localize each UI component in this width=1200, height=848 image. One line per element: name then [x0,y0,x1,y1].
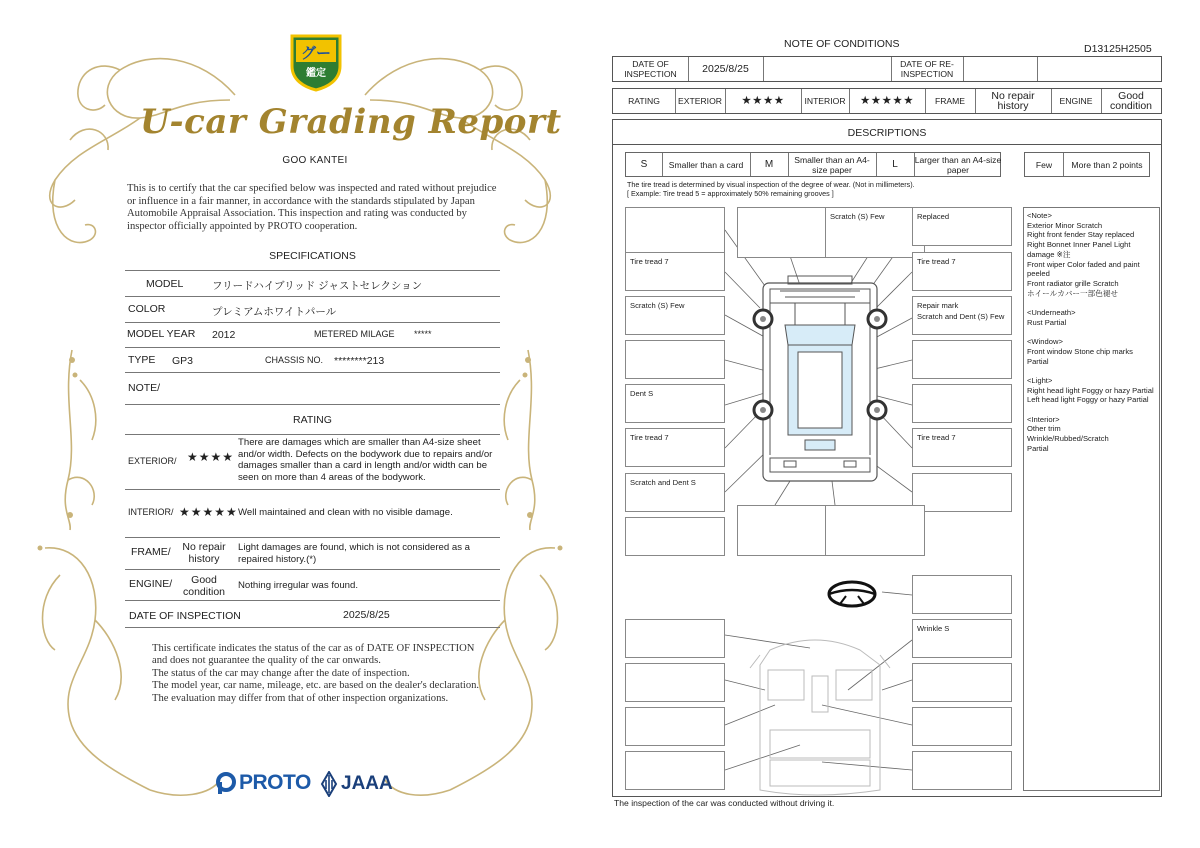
divider [125,600,500,601]
divider [125,434,500,435]
specifications-heading: SPECIFICATIONS [269,250,356,262]
damage-box-right-5 [912,428,1012,467]
notes-line: Wrinkle/Rubbed/Scratch [1027,434,1109,444]
frame-label: FRAME/ [131,546,171,558]
frame-value: No repair history [991,90,1035,112]
type-value: GP3 [172,355,194,367]
model-value: フリードハイブリッド ジャストセレクション [212,280,423,292]
legend-s: S [640,158,648,170]
damage-box-text: Repair mark [917,301,959,310]
interior-box-steering [912,575,1012,614]
footer-line: The status of the car may change after the date of inspection. [152,667,410,679]
divider [125,296,500,297]
engine-description: Nothing irregular was found. [238,580,358,591]
interior-box-right-2 [912,663,1012,702]
divider [125,489,500,490]
damage-box-text: Scratch and Dent S [630,478,696,487]
notes-line: Partial [1027,443,1049,453]
damage-box-text: Tire tread 7 [630,433,669,442]
interior-label: INTERIOR [804,96,846,106]
engine-label: ENGINE [1059,96,1093,106]
engine-value: Good condition [1109,90,1153,112]
divider [125,270,500,271]
proto-mark-icon [215,771,237,795]
proto-logo-text: PROTO [239,771,311,794]
proto-logo [215,771,311,795]
interior-box-left-1 [625,619,725,658]
interior-box-left-3 [625,707,725,746]
note-label: NOTE/ [128,382,161,394]
frame-value: No repair history [182,541,226,565]
notes-line: Left head light Foggy or hazy Partial [1027,395,1149,405]
certificate-subtitle: GOO KANTEI [282,155,348,166]
damage-box-text: Wrinkle S [917,624,950,633]
inspection-disclaimer: The inspection of the car was conducted without driving it. [614,798,835,808]
interior-box-right-3 [912,707,1012,746]
interior-stars: ★★★★★ [859,95,915,107]
damage-box-top-2 [737,207,837,258]
damage-box-bottom-2 [825,505,925,556]
damage-box-left-7 [625,517,725,556]
legend-l-desc: Larger than an A4-size paper [914,154,1002,175]
notes-line: Rust Partial [1027,317,1067,327]
engine-value: Good condition [182,574,226,598]
interior-description: Well maintained and clean with no visible damage. [238,507,453,518]
divider [125,347,500,348]
tire-note-line: The tire tread is determined by visual inspection of the degree of wear. (Not in millimeters). [627,180,915,189]
divider [125,569,500,570]
jaaa-logo-text: JAAA [341,773,393,794]
footer-line: This certificate indicates the status of the car as of DATE OF INSPECTION and does not guarantee the quality of the car onwards. [152,643,475,667]
model-label: MODEL [146,278,184,290]
damage-box-bottom-1 [737,505,837,556]
color-label: COLOR [128,303,166,315]
damage-box-left-4 [625,384,725,423]
model-year-label: MODEL YEAR [127,328,196,340]
interior-box-right-1 [912,619,1012,658]
legend-few-desc: More than 2 points [1071,159,1143,170]
damage-box-text: Scratch (S) Few [630,301,685,310]
divider [125,537,500,538]
frame-description: Light damages are found, which is not considered as a repaired history.(*) [238,542,470,565]
notes-line: ホイールカバー一部色褪せ [1027,288,1118,298]
damage-box-text: Tire tread 7 [630,257,669,266]
jaaa-mark-icon [320,771,338,797]
legend-m: M [764,158,774,170]
damage-box-text: Tire tread 7 [917,257,956,266]
legend-l: L [892,158,898,170]
damage-box-right-3 [912,340,1012,379]
metered-milage-label: METERED MILAGE [314,329,395,339]
divider [125,627,500,628]
date-of-inspection-label: DATE OF INSPECTION [624,59,677,79]
damage-box-right-4 [912,384,1012,423]
legend-few: Few [1035,159,1053,170]
legend-m-desc: Smaller than an A4-size paper [794,154,870,175]
interior-box-left-4 [625,751,725,790]
legend-s-desc: Smaller than a card [668,159,744,170]
damage-box-left-3 [625,340,725,379]
divider [125,372,500,373]
chassis-label: CHASSIS NO. [265,355,324,365]
notes-line: <Light> [1027,375,1053,385]
damage-box-right-6 [912,473,1012,512]
car-top-view-icon [763,276,877,481]
damage-box-left-5 [625,428,725,467]
damage-box-text: Scratch and Dent (S) Few [917,312,1005,321]
damage-box-top-4 [912,207,1012,246]
certificate-intro: This is to certify that the car specified below was inspected and rated without prejudice or influence in a fair manner, in accordance with the standards stipulated by Japan Automobile Appraisal Association. This inspection and rating was conducted by inspector officially appointed by PROTO cooperation. [127,183,497,232]
certificate-title: U-car Grading Report [140,102,562,142]
car-interior-view-icon [750,640,890,795]
interior-stars: ★★★★★ [179,505,238,519]
inspection-notes-panel [1023,207,1160,791]
date-of-inspection-value: 2025/8/25 [343,609,390,621]
notes-line: <Underneath> [1027,308,1076,318]
notes-line: Right front fender Stay replaced [1027,230,1135,240]
notes-line: Exterior Minor Scratch [1027,220,1103,230]
notes-line: Front radiator grille Scratch [1027,278,1119,288]
damage-box-text: Tire tread 7 [917,433,956,442]
note-of-conditions [600,0,1200,848]
damage-box-top-3 [825,207,925,258]
exterior-label: EXTERIOR [678,96,722,106]
damage-box-text: Replaced [917,212,950,221]
notes-line: Other trim [1027,424,1061,434]
divider [125,322,500,323]
damage-box-left-1 [625,252,725,291]
damage-box-left-2 [625,296,725,335]
notes-line: <Note> [1027,211,1052,220]
notes-line: Right head light Foggy or hazy Partial [1027,385,1154,395]
document-id: D13125H2505 [1084,43,1152,55]
interior-box-left-2 [625,663,725,702]
exterior-stars: ★★★★ [187,450,235,464]
type-label: TYPE [128,354,156,366]
footer-line: The evaluation may differ from that of other inspection organizations. [152,692,449,704]
color-value: プレミアムホワイトパール [212,306,337,318]
frame-label: FRAME [934,96,966,106]
date-of-inspection-value: 2025/8/25 [702,63,749,75]
steering-wheel-icon [829,582,875,606]
notes-line: Front wiper Color faded and paint peeled [1027,259,1140,279]
engine-label: ENGINE/ [129,578,173,590]
damage-box-text: Scratch (S) Few [830,212,885,221]
notes-line: Front window Stone chip marks Partial [1027,346,1133,366]
re-inspection-label: DATE OF RE-INSPECTION [900,59,954,79]
notes-line: <Interior> [1027,414,1060,424]
rating-heading: RATING [293,414,332,426]
notes-line: Right Bonnet Inner Panel Light damage ※注 [1027,240,1131,259]
tire-note-line: [ Example: Tire tread 5 = approximately 50% remaining grooves ] [627,189,834,198]
damage-box-left-6 [625,473,725,512]
model-year-value: 2012 [212,329,236,341]
note-title: NOTE OF CONDITIONS [784,38,900,50]
divider [125,404,500,405]
jaaa-logo [320,771,393,797]
certificate-footer [152,643,482,705]
damage-box-top-1 [625,207,725,258]
rating-label: RATING [628,96,660,106]
damage-box-text: Dent S [630,389,654,398]
badge-line2: 鑑定 [306,68,326,79]
damage-box-right-1 [912,252,1012,291]
exterior-label: EXTERIOR/ [128,456,177,466]
chassis-value: ********213 [334,355,385,367]
descriptions-heading: DESCRIPTIONS [847,127,927,139]
notes-line: <Window> [1027,337,1063,347]
damage-box-right-2 [912,296,1012,335]
goo-kantei-badge-icon [288,32,344,92]
metered-milage-value: ***** [414,329,432,339]
interior-box-right-4 [912,751,1012,790]
exterior-description: There are damages which are smaller than A4-size sheet and/or width. Defects on the bodywork due to repairs and/or damages smaller than a card in length and/or width can be seen on more than 4 areas of the bodywork. [238,437,493,483]
exterior-stars: ★★★★ [741,95,785,107]
interior-label: INTERIOR/ [128,507,174,517]
date-of-inspection-label: DATE OF INSPECTION [129,610,241,622]
badge-line1: グー [300,44,332,62]
footer-line: The model year, car name, mileage, etc. are based on the dealer's declaration. [152,680,480,692]
